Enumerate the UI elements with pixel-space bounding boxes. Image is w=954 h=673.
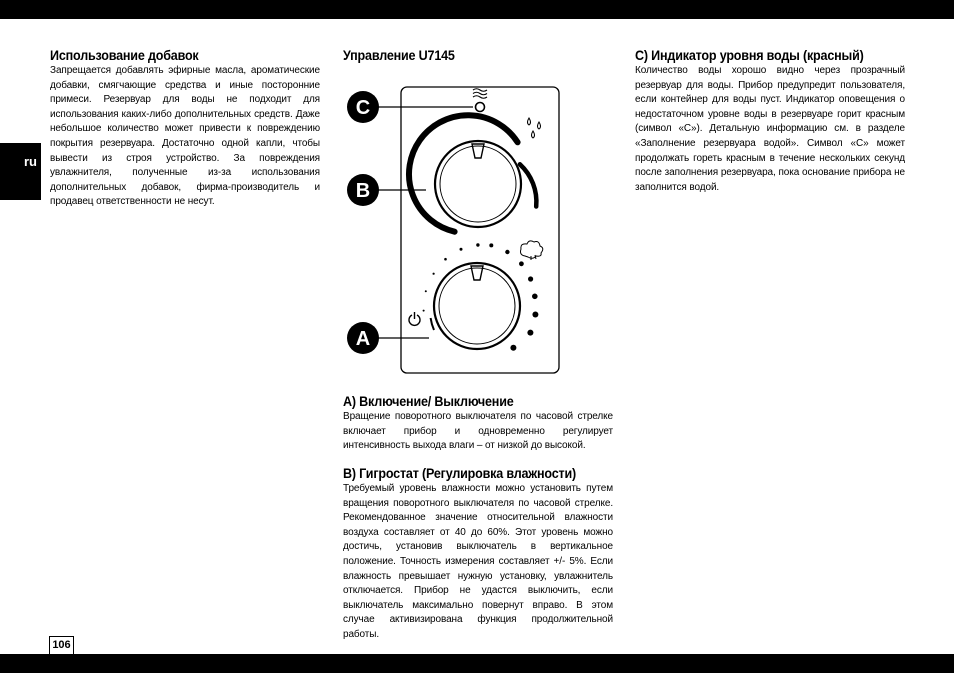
column-water-indicator bbox=[635, 48, 905, 195]
controls-heading: Управление U7145 bbox=[343, 48, 455, 63]
column-additives bbox=[50, 48, 320, 210]
bottom-bar bbox=[0, 654, 954, 673]
power-intensity-knob bbox=[434, 263, 520, 349]
label-a: A bbox=[355, 328, 371, 350]
label-b: B bbox=[355, 180, 371, 202]
language-code: ru bbox=[24, 154, 37, 169]
hygrostat-text: Требуемый уровень влажности можно установить путем вращения поворотного выключателя по часовой стрелке. Рекомендованное значение относительной влажности воздуха составляет от 40 до 60%. Этот уровень можно достичь, установив выключатель в вертикальное положение. Точность измерения составляет +/- 5%. Если влажность превышает нужную установку, увлажнитель отключается. Прибор не удастся выключить, если выключатель максимально повернут вправо. В этом случае активизирована функция продолжительной работы. bbox=[343, 483, 613, 640]
power-heading: A) Включение/ Выключение bbox=[343, 394, 514, 409]
top-bar bbox=[0, 0, 954, 19]
hygrostat-heading: B) Гигростат (Регулировка влажности) bbox=[343, 466, 577, 481]
additives-heading: Использование добавок bbox=[50, 48, 199, 63]
section-hygrostat bbox=[343, 466, 613, 643]
hygrostat-inner-arc bbox=[520, 164, 537, 206]
power-arc-mark bbox=[431, 318, 434, 330]
heat-waves-icon bbox=[473, 89, 487, 99]
water-indicator-text: Количество воды хорошо видно через прозрачный резервуар для воды. Прибор предупредит пользователя, если контейнер для воды пуст. Индикатор оповещения о недостаточном уровне воды в резервуаре горит красным (символ «C»). Детальную информацию см. в разделе «Заполнение резервуара водой». Символ «C» может продолжать гореть красным в течение нескольких секунд после заполнения резервуара, пока основание прибора не заполнится водой. bbox=[635, 65, 905, 193]
steam-cloud-icon bbox=[521, 241, 543, 260]
section-power bbox=[343, 394, 613, 454]
power-icon bbox=[409, 312, 420, 325]
label-c: C bbox=[355, 97, 371, 119]
control-panel-diagram bbox=[343, 84, 618, 374]
water-indicator-light bbox=[476, 103, 485, 112]
language-tab bbox=[0, 143, 41, 200]
column-controls bbox=[343, 48, 613, 64]
power-text: Вращение поворотного выключателя по часовой стрелке включает прибор и одновременно регулирует интенсивность выхода влаги – от низкой до высокой. bbox=[343, 411, 613, 452]
page-number: 106 bbox=[49, 636, 74, 654]
label-c-badge bbox=[347, 91, 379, 123]
additives-text: Запрещается добавлять эфирные масла, ароматические добавки, смягчающие средства и иные посторонние примеси. Резервуар для воды не подходит для использования каких-либо дополнительных средств. Даже небольшое количество может привести к повреждению покрытия резервуара. Достаточно одной капли, чтобы вывести из строя устройство. За повреждения увлажнителя, полученные из-за использования дополнительных добавок, фирма-производитель и продавец ответственности не несут. bbox=[50, 65, 320, 208]
label-a-badge bbox=[347, 322, 379, 354]
hygrostat-knob bbox=[435, 141, 521, 227]
water-drops-icon bbox=[528, 118, 541, 138]
water-indicator-heading: C) Индикатор уровня воды (красный) bbox=[635, 48, 864, 63]
label-b-badge bbox=[347, 174, 379, 206]
